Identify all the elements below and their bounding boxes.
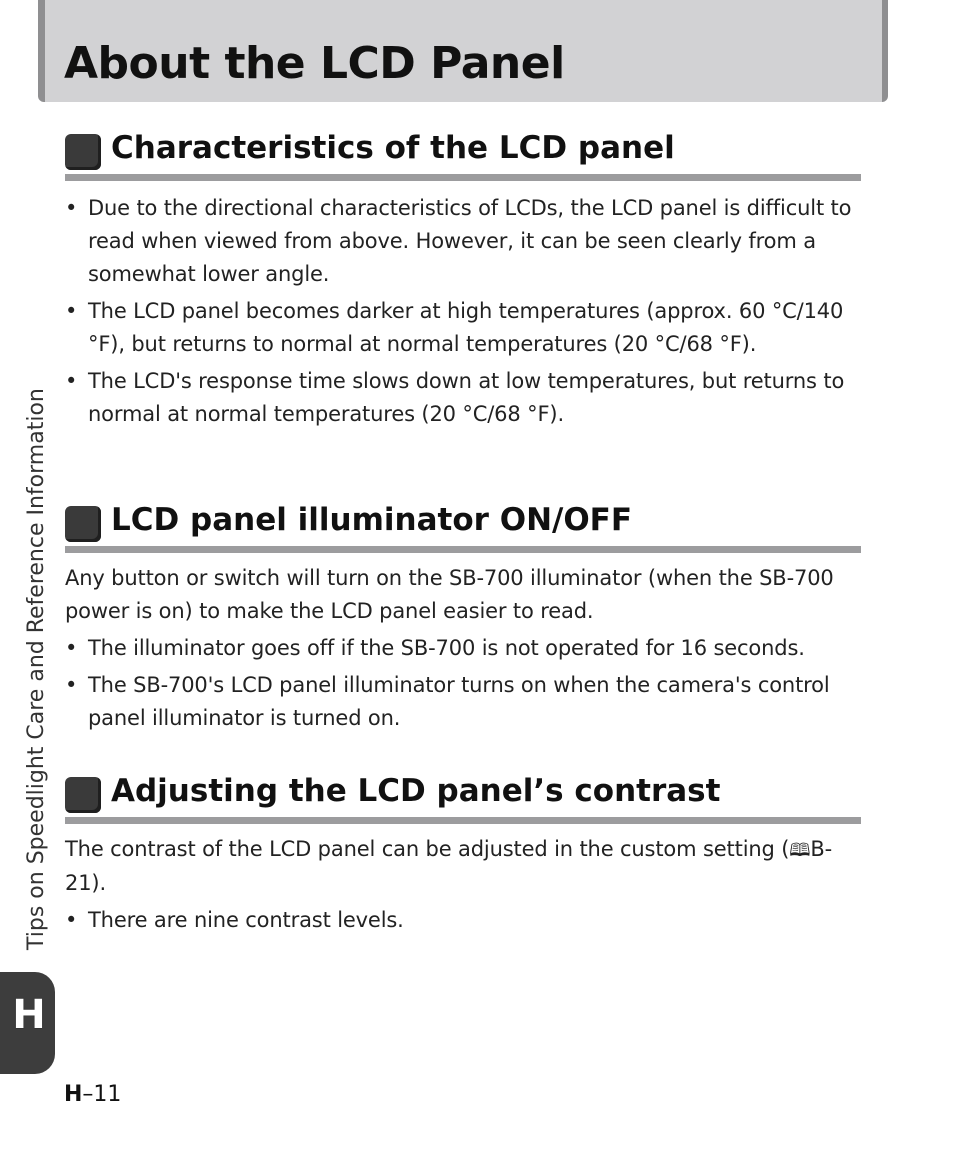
section-divider — [65, 546, 861, 553]
paragraph: The contrast of the LCD panel can be adjusted in the custom setting (🕮B-21). — [65, 837, 833, 895]
bullet-list — [65, 192, 861, 431]
bullet-icon: • — [65, 369, 78, 393]
list-item: • The SB-700's LCD panel illuminator turns on when the camera's control panel illuminator is turned on. — [65, 669, 861, 735]
chapter-tab-letter: H — [12, 992, 46, 1038]
bullet-icon: • — [65, 908, 78, 932]
section-divider — [65, 817, 861, 824]
section-header — [65, 500, 861, 550]
paragraph: Any button or switch will turn on the SB-700 illuminator (when the SB-700 power is on) to make the LCD panel easier to read. — [65, 566, 834, 623]
section-header — [65, 128, 861, 178]
list-item: • Due to the directional characteristics of LCDs, the LCD panel is difficult to read when viewed from above. However, it can be seen clearly from a somewhat lower angle. — [65, 192, 861, 291]
bullet-icon: • — [65, 673, 78, 697]
section-contrast — [65, 771, 861, 937]
bullet-icon: • — [65, 636, 78, 660]
page-number: H–11 — [64, 1082, 122, 1107]
section-characteristics — [65, 128, 861, 431]
section-title: Characteristics of the LCD panel — [111, 130, 675, 166]
side-chapter-label: Tips on Speedlight Care and Reference Information — [24, 388, 49, 950]
list-item: • There are nine contrast levels. — [65, 904, 861, 937]
section-title: LCD panel illuminator ON/OFF — [111, 502, 633, 538]
page-reference[interactable]: B-21 — [65, 837, 833, 895]
section-marker-icon — [65, 134, 101, 170]
bullet-list — [65, 632, 861, 735]
book-icon: 🕮 — [789, 840, 811, 861]
section-title: Adjusting the LCD panel’s contrast — [111, 773, 721, 809]
bullet-icon: • — [65, 299, 78, 323]
list-item: • The LCD's response time slows down at low temperatures, but returns to normal at normal temperatures (20 °C/68 °F). — [65, 365, 861, 431]
section-marker-icon — [65, 777, 101, 813]
bullet-list — [65, 904, 861, 937]
section-illuminator — [65, 500, 861, 735]
list-item: • The illuminator goes off if the SB-700 is not operated for 16 seconds. — [65, 632, 861, 665]
section-divider — [65, 174, 861, 181]
bullet-icon: • — [65, 196, 78, 220]
section-marker-icon — [65, 506, 101, 542]
list-item: • The LCD panel becomes darker at high temperatures (approx. 60 °C/140 °F), but returns to normal at normal temperatures (20 °C/68 °F). — [65, 295, 861, 361]
page-title: About the LCD Panel — [64, 38, 565, 89]
section-header — [65, 771, 861, 821]
